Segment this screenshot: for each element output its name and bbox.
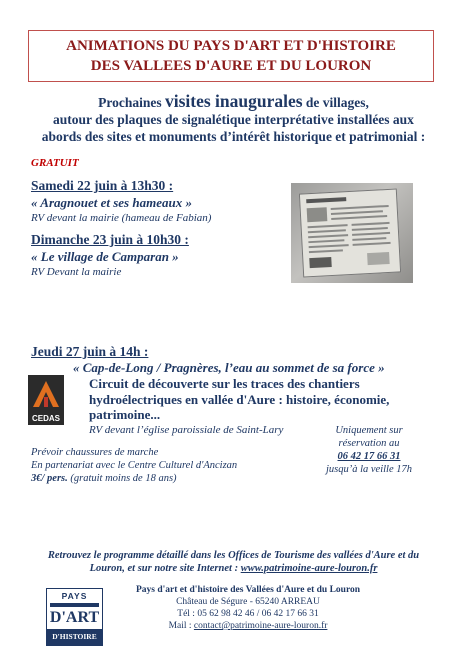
footer-line2-prefix: Louron, et sur notre site Internet : [89, 563, 241, 574]
intro-text [20, 93, 447, 145]
visit3-desc-line2: hydroélectriques en vallée d'Aure : histoire, économie, [89, 391, 390, 407]
intro-part1: Prochaines [98, 95, 165, 110]
visit2-title: « Le village de Camparan » [31, 249, 179, 264]
intro-line1 [20, 93, 447, 111]
reservation-line1: Uniquement sur [335, 425, 403, 436]
logo-art: D'ART [49, 609, 100, 626]
footer-line1: Retrouvez le programme détaillé dans les Offices de Tourisme des vallées d'Aure et du [47, 550, 420, 561]
reservation-box [314, 424, 424, 476]
intro-highlight: visites inaugurales [164, 91, 303, 111]
price-line [31, 472, 237, 485]
price-value: 3€/ pers. [31, 473, 68, 484]
contact-mail-line [116, 620, 380, 632]
contact-tel: Tél : 05 62 98 42 46 / 06 42 17 66 31 [177, 609, 319, 619]
footer-text [22, 549, 445, 575]
contact-mail-link[interactable]: contact@patrimoine-aure-louron.fr [193, 621, 328, 631]
visit3-desc-line3: patrimoine... [89, 407, 161, 422]
reservation-phone: 06 42 17 66 31 [337, 451, 401, 462]
visit3-date: Jeudi 27 juin à 14h : [31, 344, 149, 359]
gratuit-label: GRATUIT [31, 157, 79, 169]
contact-block [116, 584, 380, 632]
page-title-line1: ANIMATIONS DU PAYS D'ART ET D'HISTOIRE [66, 38, 396, 54]
cedas-label: CEDAS [28, 413, 64, 425]
visit1 [31, 178, 211, 224]
website-link[interactable]: www.patrimoine-aure-louron.fr [240, 563, 378, 574]
visit2 [31, 232, 189, 278]
reservation-line3: jusqu’à la veille 17h [325, 464, 413, 475]
visit2-date: Dimanche 23 juin à 10h30 : [31, 232, 189, 247]
intro-line3: abords des sites et monuments d’intérêt historique et patrimonial : [41, 129, 426, 144]
visit1-rv: RV devant la mairie (hameau de Fabian) [31, 212, 212, 224]
partenariat-text: En partenariat avec le Centre Culturel d'Ancizan [31, 460, 238, 471]
cedas-logo [28, 375, 64, 425]
contact-mail-prefix: Mail : [168, 621, 194, 631]
visit1-date: Samedi 22 juin à 13h30 : [31, 178, 174, 193]
intro-line2: autour des plaques de signalétique interprétative installées aux [53, 112, 414, 127]
contact-address: Château de Ségure - 65240 ARREAU [176, 597, 320, 607]
page-title-line2: DES VALLEES D'AURE ET DU LOURON [90, 58, 372, 74]
pays-art-histoire-logo [46, 588, 103, 646]
intro-part2: de villages, [302, 95, 369, 110]
visit3-description [89, 376, 434, 423]
visit3-practical [31, 446, 237, 485]
logo-pays: PAYS [61, 591, 88, 601]
visit3-desc-line1: Circuit de découverte sur les traces des chantiers [89, 376, 360, 391]
plaque-panel [299, 188, 401, 277]
price-note: (gratuit moins de 18 ans) [67, 473, 177, 484]
footer-line2 [22, 562, 445, 575]
contact-name: Pays d'art et d'histoire des Vallées d'Aure et du Louron [135, 585, 361, 595]
visit1-title: « Aragnouet et ses hameaux » [31, 195, 192, 210]
header-title-box [28, 30, 434, 82]
visit3-title: « Cap-de-Long / Pragnères, l’eau au sommet de sa force » [73, 360, 385, 375]
plaque-photo [291, 183, 413, 283]
logo-band [50, 603, 99, 607]
visit2-rv: RV Devant la mairie [31, 266, 122, 278]
prevoir-text: Prévoir chaussures de marche [31, 447, 159, 458]
logo-histoire: D'HISTOIRE [47, 629, 102, 645]
visit3-rv: RV devant l’église paroissiale de Saint-Lary [89, 424, 284, 436]
reservation-line2: réservation au [338, 438, 400, 449]
